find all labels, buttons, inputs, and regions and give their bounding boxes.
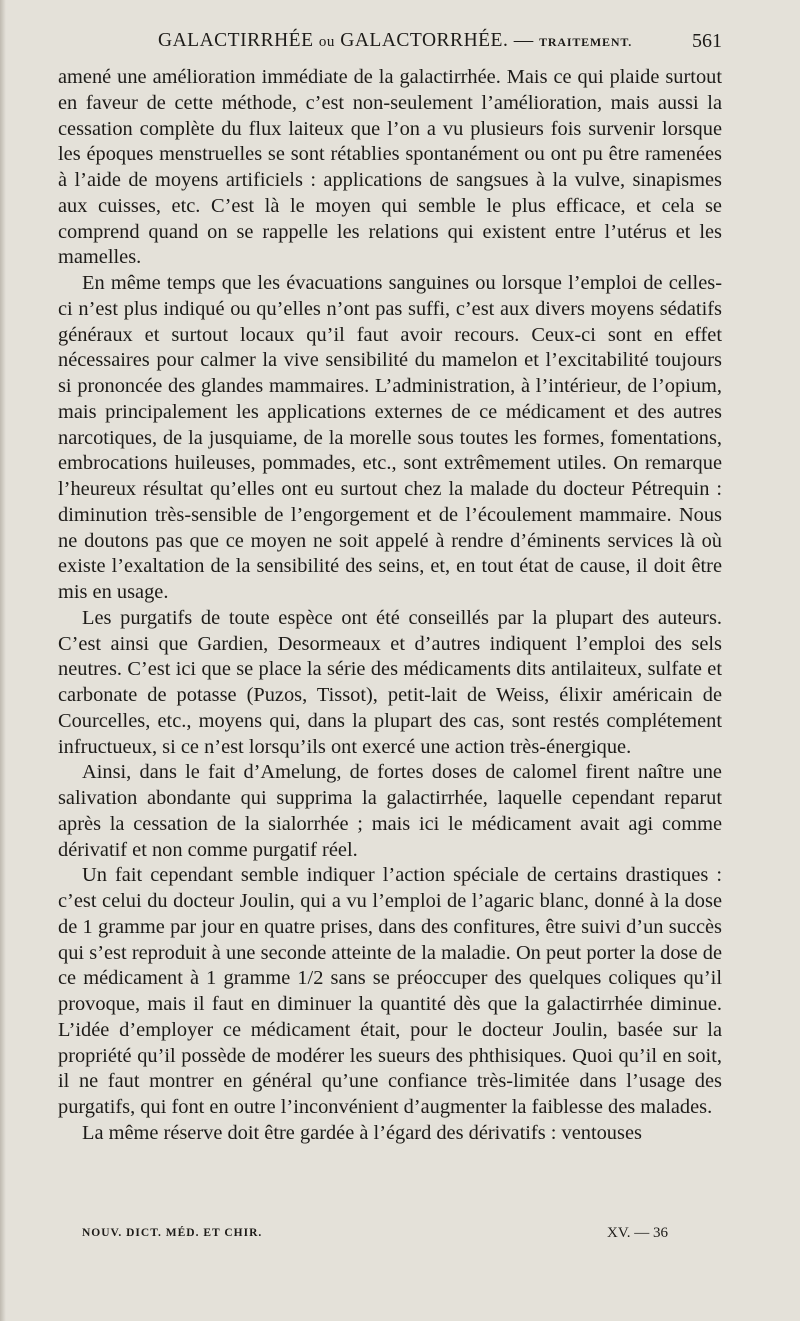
title-part-2: GALACTORRHÉE. bbox=[340, 30, 509, 51]
paragraph: Ainsi, dans le fait d’Amelung, de fortes doses de calomel firent naître une salivation abondante qui supprima la galactirrhée, laquelle cependant reparut après la cessation de la sialorrhée ; mais ici le médicament avait agi comme dérivatif et non comme purgatif réel. bbox=[58, 761, 722, 861]
paragraph-continued: amené une amélioration immédiate de la galactirrhée. Mais ce qui plaide surtout en faveur de cette méthode, c’est non-seulement l’amélioration, mais aussi la cessation complète du flux laiteux que l’on a vu plusieurs fois survenir lorsque les époques menstruelles se sont rétablies spontanément ou ont pu être ramenées à l’aide de moyens artificiels : applications de sangsues à la vulve, sinapismes aux cuisses, etc. C’est là le moyen qui semble le plus efficace, et cela se comprend quand on se rappelle les relations qui existent entre l’utérus et les mamelles. bbox=[58, 66, 722, 269]
running-head bbox=[58, 30, 722, 60]
paragraph: Les purgatifs de toute espèce ont été conseillés par la plupart des auteurs. C’est ainsi que Gardien, Desormeaux et d’autres indiquent l’emploi des sels neutres. C’est ici que se place la série des médicaments dits antilaiteux, sulfate et carbonate de potasse (Puzos, Tissot), petit-lait de Weiss, élixir américain de Courcelles, etc., moyens qui, dans la plupart des cas, sont restés complétement infructueux, si ce n’est lorsqu’ils ont exercé une action très-énergique. bbox=[58, 606, 722, 758]
title-conjunction: ou bbox=[318, 34, 335, 50]
paragraph: En même temps que les évacuations sanguines ou lorsque l’emploi de celles-ci n’est plus indiqué ou qu’elles n’ont pas suffi, c’est aux divers moyens sédatifs généraux et surtout locaux qu’il faut avoir recours. Ceux-ci sont en effet nécessaires pour calmer la vive sensibilité du mamelon et l’excitabilité toujours si prononcée des glandes mammaires. L’administration, à l’intérieur, de l’opium, mais principalement les applications externes de ce médicament et des autres narcotiques, de la jusquiame, de la morelle sous toutes les formes, fomentations, embrocations huileuses, pommades, etc., sont extrêmement utiles. On remarque l’heureux résultat qu’elles ont eu surtout chez la malade du docteur Pétrequin : diminution très-sensible de l’engorgement et de l’écoulement mammaire. Nous ne doutons pas que ce moyen ne soit appelé à rendre d’éminents services là où existe l’exaltation de la sensibilité des seins, et, en tout état de cause, il doit être mis en usage. bbox=[58, 272, 722, 603]
footer-signature: NOUV. DICT. MÉD. ET CHIR. bbox=[82, 1227, 263, 1239]
paragraph: Un fait cependant semble indiquer l’action spéciale de certains drastiques : c’est celui du docteur Joulin, qui a vu l’emploi de l’agaric blanc, donné à la dose de 1 gramme par jour en quatre prises, dans des confitures, être suivi d’un succès qui s’est reproduit à une seconde atteinte de la maladie. On peut porter la dose de ce médicament à 1 gramme 1/2 sans se préoccuper des quelques coliques qu’il provoque, mais il faut en diminuer la quantité dès que la galactirrhée diminue. L’idée d’employer ce médicament était, pour le docteur Joulin, basée sur la propriété qu’il possède de modérer les sueurs des phthisiques. Quoi qu’il en soit, il ne faut montrer en général qu’une confiance très-limitée dans l’usage des purgatifs, qui font en outre l’inconvénient d’augmenter la faiblesse des malades. bbox=[58, 864, 722, 1118]
running-title bbox=[158, 30, 632, 52]
page-edge-shadow bbox=[0, 0, 6, 1321]
title-part-1: GALACTIRRHÉE bbox=[158, 30, 314, 51]
body-text bbox=[58, 65, 722, 1147]
paragraph: La même réserve doit être gardée à l’égard des dérivatifs : ventouses bbox=[82, 1121, 642, 1144]
page-number: 561 bbox=[692, 30, 722, 52]
title-dash: — bbox=[513, 30, 534, 51]
page-footer bbox=[82, 1227, 668, 1247]
footer-volume: XV. — 36 bbox=[607, 1225, 668, 1241]
section-name: TRAITEMENT. bbox=[539, 35, 633, 49]
